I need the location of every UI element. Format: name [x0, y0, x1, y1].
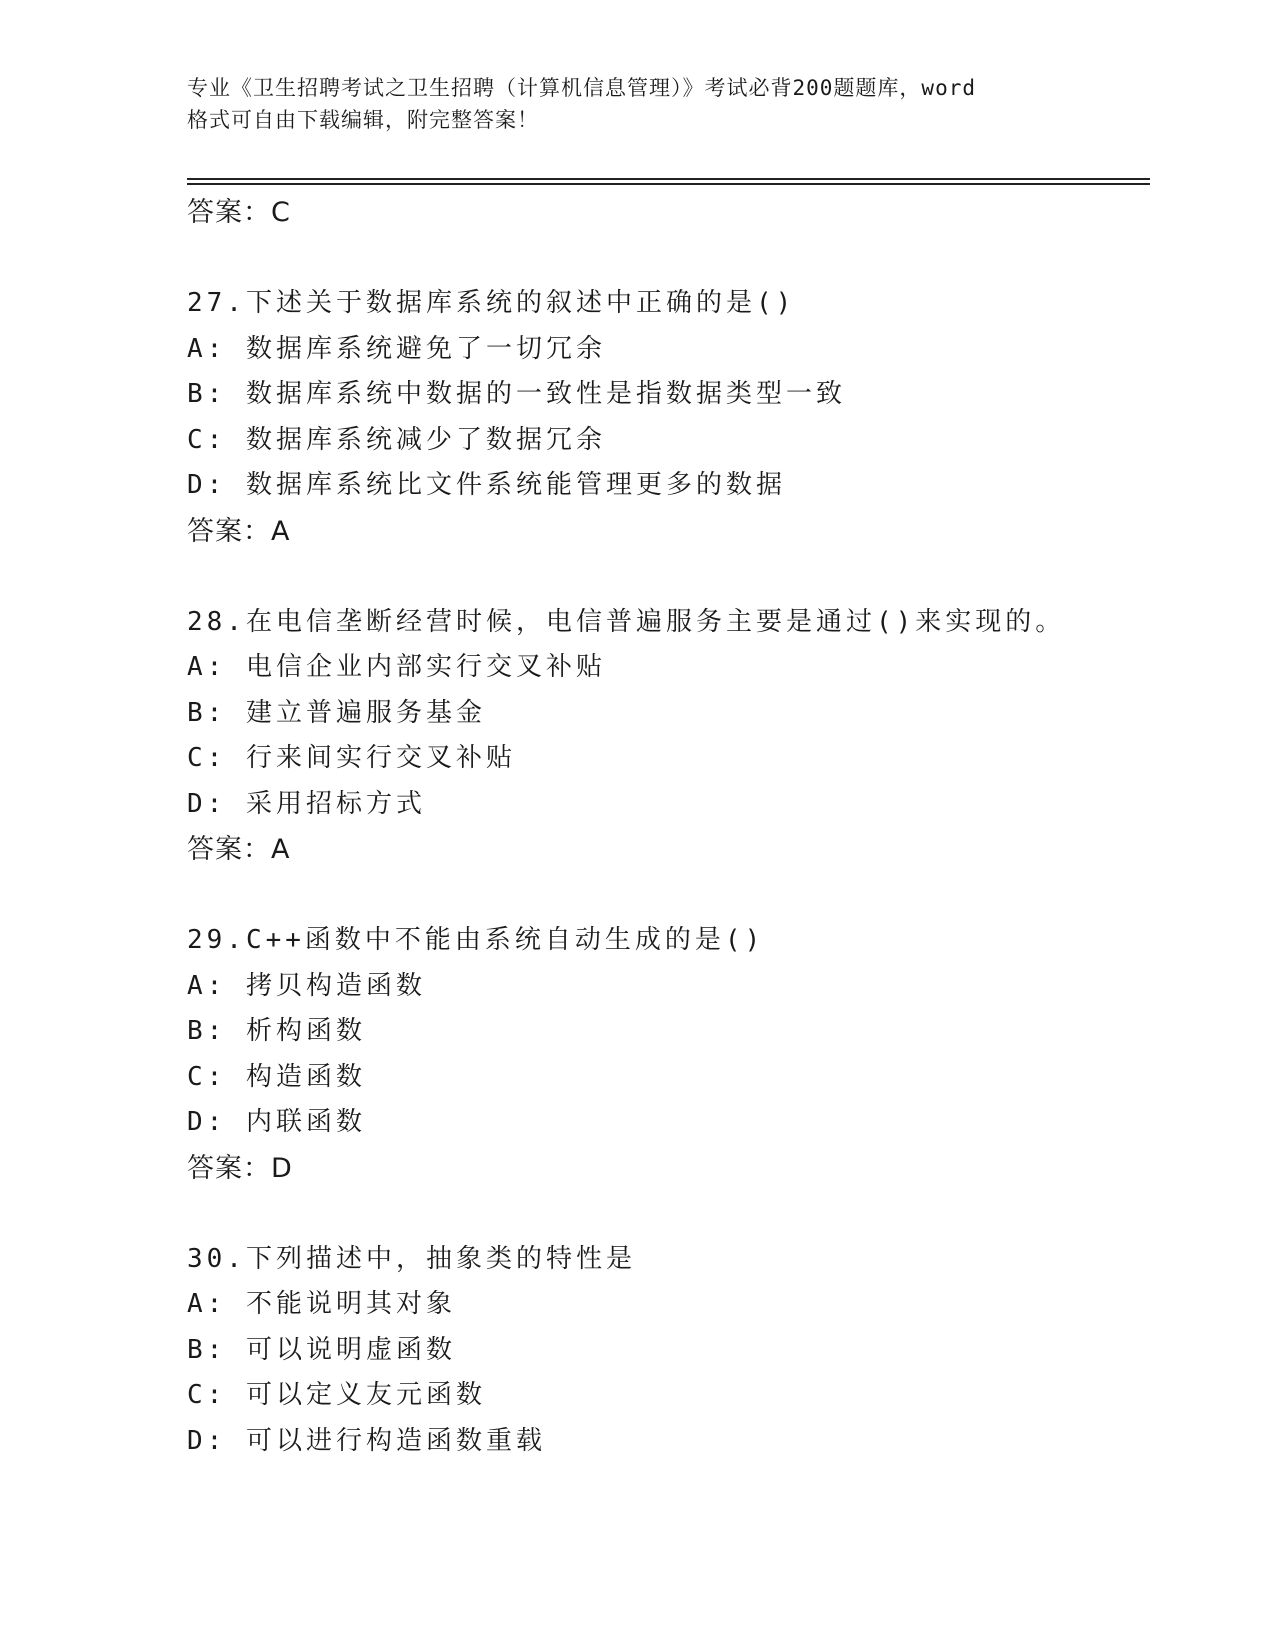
option-a: A: 电信企业内部实行交叉补贴 — [187, 652, 606, 682]
question-list — [187, 190, 1147, 1464]
option-b: B: 数据库系统中数据的一致性是指数据类型一致 — [187, 379, 846, 409]
option-b: B: 建立普遍服务基金 — [187, 697, 486, 728]
question-stem: 28.在电信垄断经营时候，电信普遍服务主要是通过()来实现的。 — [187, 606, 1066, 637]
option-a: A: 拷贝构造函数 — [187, 970, 426, 1001]
option-b: B: 可以说明虚函数 — [187, 1334, 456, 1365]
question-27 — [187, 281, 1147, 554]
option-d: D: 可以进行构造函数重载 — [187, 1425, 546, 1456]
question-stem: 30.下列描述中，抽象类的特性是 — [187, 1243, 636, 1274]
option-a: A: 不能说明其对象 — [187, 1289, 456, 1319]
header-line-1: 专业《卫生招聘考试之卫生招聘（计算机信息管理）》考试必背200题题库，word — [187, 76, 976, 100]
answer: 答案：A — [187, 834, 291, 865]
question-29 — [187, 918, 1147, 1191]
option-d: D: 采用招标方式 — [187, 788, 426, 819]
answer: 答案：D — [187, 1152, 293, 1184]
spacer — [187, 554, 1147, 600]
header-rule-top — [187, 178, 1150, 180]
answer-previous: 答案：C — [187, 197, 291, 228]
option-c: C: 构造函数 — [187, 1061, 366, 1092]
question-stem: 27.下述关于数据库系统的叙述中正确的是() — [187, 288, 796, 318]
option-d: D: 数据库系统比文件系统能管理更多的数据 — [187, 470, 786, 500]
header-rule-bottom — [187, 183, 1150, 185]
question-30 — [187, 1237, 1147, 1465]
option-b: B: 析构函数 — [187, 1016, 366, 1046]
question-28 — [187, 600, 1147, 873]
option-c: C: 行来间实行交叉补贴 — [187, 743, 516, 773]
option-a: A: 数据库系统避免了一切冗余 — [187, 333, 606, 364]
spacer — [187, 873, 1147, 919]
option-c: C: 可以定义友元函数 — [187, 1380, 486, 1410]
answer: 答案：A — [187, 515, 291, 547]
option-d: D: 内联函数 — [187, 1107, 366, 1137]
spacer — [187, 236, 1147, 282]
option-c: C: 数据库系统减少了数据冗余 — [187, 424, 606, 455]
header-line-2: 格式可自由下载编辑，附完整答案！ — [187, 108, 539, 132]
question-stem: 29.C++函数中不能由系统自动生成的是() — [187, 925, 765, 955]
spacer — [187, 1191, 1147, 1237]
document-header — [187, 72, 1087, 136]
